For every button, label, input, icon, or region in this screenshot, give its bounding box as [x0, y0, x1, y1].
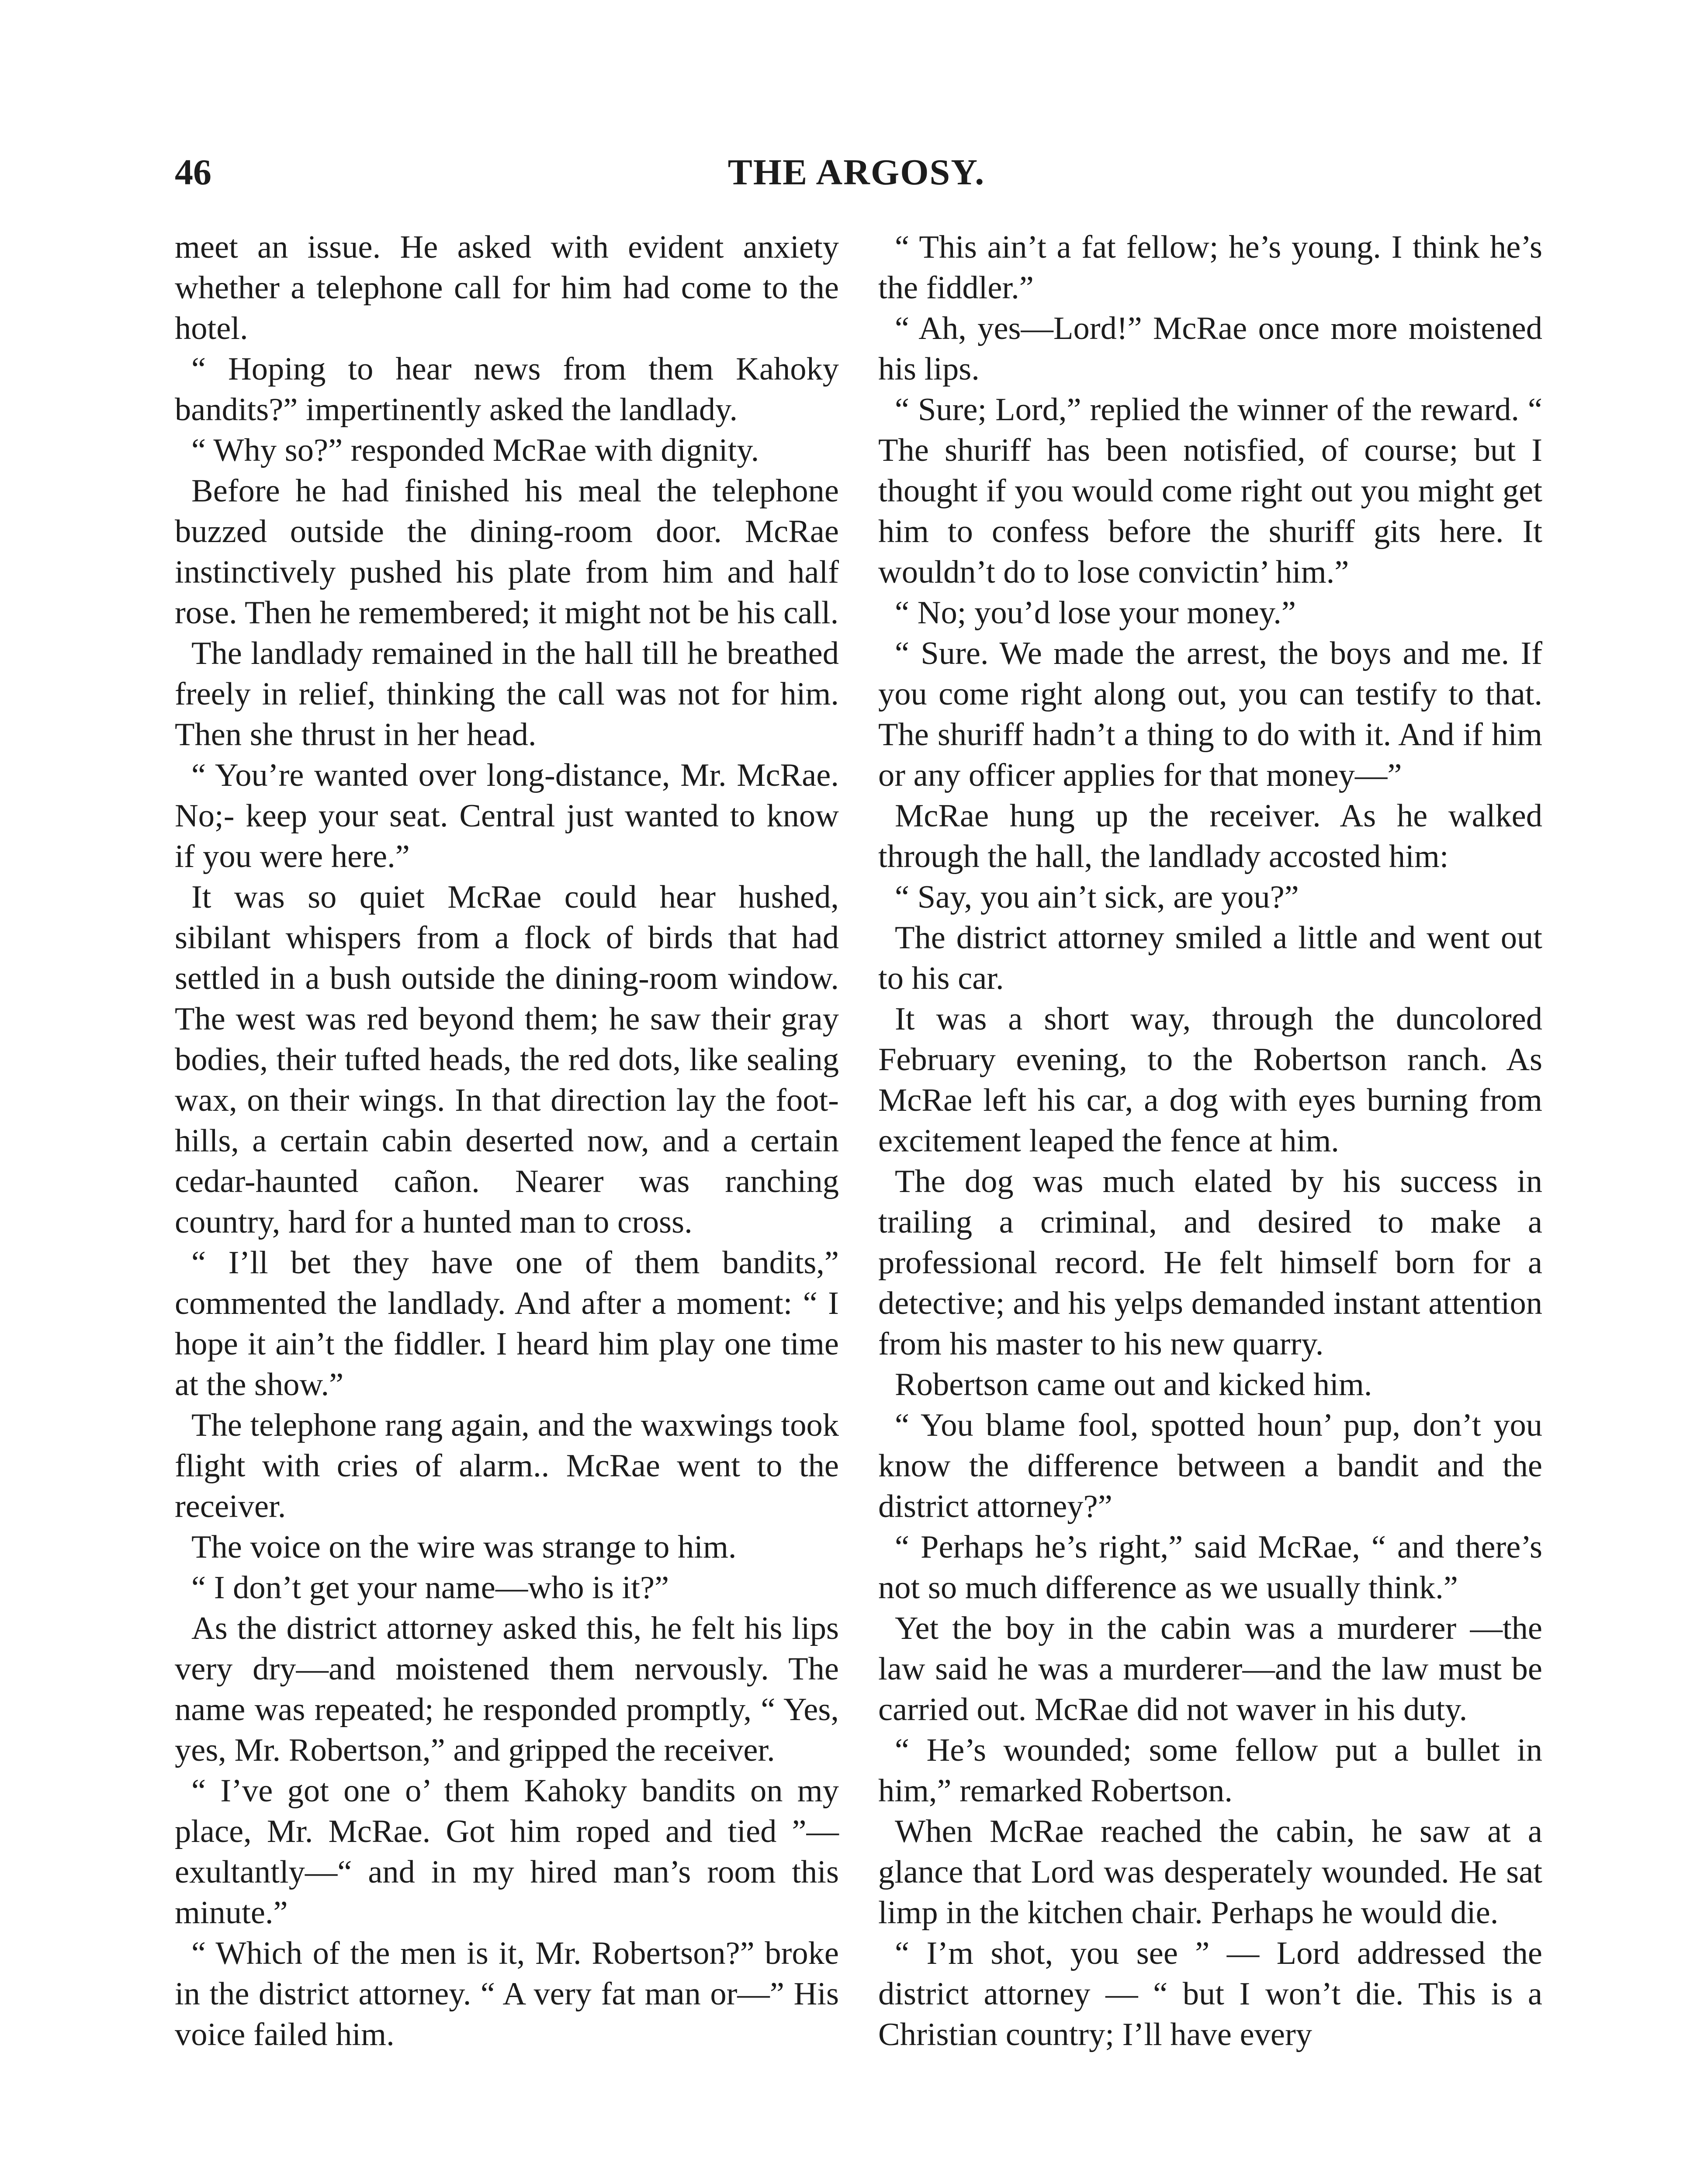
paragraph: Yet the boy in the cabin was a murderer —the law said he was a murderer—and the law must be carried out. McRae did not waver in his duty.	[878, 1610, 1542, 1728]
paragraph: It was so quiet McRae could hear hushed, sibilant whispers from a flock of birds that had settled in a bush outside the dining-room window. The west was red beyond them; he saw their gray bodies, their tufted heads, the red dots, like sealing wax, on their wings. In that direction lay the foot-hills, a certain cabin deserted now, and a certain cedar-haunted cañon. Nearer was ranching country, hard for a hunted man to cross.	[175, 879, 839, 1240]
paragraph: It was a short way, through the duncolored February evening, to the Robertson ranch. As McRae left his car, a dog with eyes burning from excitement leaped the fence at him.	[878, 1001, 1542, 1159]
paragraph: The district attorney smiled a little and went out to his car.	[878, 920, 1542, 996]
paragraph: “ Ah, yes—Lord!” McRae once more moistened his lips.	[878, 311, 1542, 387]
paragraph: “ Sure. We made the arrest, the boys and me. If you come right along out, you can testify to that. The shuriff hadn’t a thing to do with it. And if him or any officer applies for that money—”	[878, 636, 1542, 793]
paragraph: “ Sure; Lord,” replied the winner of the reward. “ The shuriff has been notisfied, of course; but I thought if you would come right out you might get him to confess before the shuriff gits here. It wouldn’t do to lose convictin’ him.”	[878, 392, 1542, 590]
paragraph: “ I don’t get your name—who is it?”	[191, 1570, 669, 1606]
page-title: THE ARGOSY.	[727, 152, 985, 193]
paragraph: “ I’ll bet they have one of them bandits,” commented the landlady. And after a moment: “ I hope it ain’t the fiddler. I heard him play one time at the show.”	[175, 1245, 839, 1403]
page-number: 46	[175, 152, 211, 193]
paragraph: “ I’ve got one o’ them Kahoky bandits on my place, Mr. McRae. Got him roped and tied ”—exultantly—“ and in my hired man’s room this minute.”	[175, 1773, 839, 1931]
paragraph: As the district attorney asked this, he felt his lips very dry—and moistened them nervously. The name was repeated; he responded promptly, “ Yes, yes, Mr. Robertson,” and gripped the receiver.	[175, 1610, 839, 1768]
paragraph: “ Perhaps he’s right,” said McRae, “ and there’s not so much difference as we usually think.”	[878, 1529, 1542, 1606]
paragraph: “ You’re wanted over long-distance, Mr. McRae. No;- keep your seat. Central just wanted to know if you were here.”	[175, 757, 839, 874]
paragraph: Before he had finished his meal the telephone buzzed outside the dining-room door. McRae instinctively pushed his plate from him and half rose. Then he remembered; it might not be his call.	[175, 473, 839, 631]
page-header	[175, 149, 1538, 197]
paragraph: “ Why so?” responded McRae with dignity.	[191, 432, 759, 468]
paragraph: “ Which of the men is it, Mr. Robertson?” broke in the district attorney. “ A very fat man or—” His voice failed him.	[175, 1935, 839, 2053]
paragraph: “ You blame fool, spotted houn’ pup, don’t you know the difference between a bandit and the district attorney?”	[878, 1407, 1542, 1524]
paragraph: Robertson came out and kicked him.	[895, 1367, 1372, 1403]
paragraph: “ Hoping to hear news from them Kahoky bandits?” impertinently asked the landlady.	[175, 351, 839, 428]
paragraph: The dog was much elated by his success in trailing a criminal, and desired to make a professional record. He felt himself born for a detective; and his yelps demanded instant attention from his master to his new quarry.	[878, 1164, 1542, 1362]
paragraph: The telephone rang again, and the waxwings took flight with cries of alarm.. McRae went to the receiver.	[175, 1407, 839, 1524]
right-column	[878, 227, 1542, 2055]
paragraph: “ No; you’d lose your money.”	[895, 595, 1296, 631]
paragraph: When McRae reached the cabin, he saw at a glance that Lord was desperately wounded. He sat limp in the kitchen chair. Perhaps he would die.	[878, 1814, 1542, 1931]
paragraph: The landlady remained in the hall till he breathed freely in relief, thinking the call was not for him. Then she thrust in her head.	[175, 636, 839, 753]
paragraph: meet an issue. He asked with evident anxiety whether a telephone call for him had come to the hotel.	[175, 229, 839, 346]
paragraph: The voice on the wire was strange to him.	[191, 1529, 737, 1565]
paragraph: “ He’s wounded; some fellow put a bullet in him,” remarked Robertson.	[878, 1732, 1542, 1809]
paragraph: “ This ain’t a fat fellow; he’s young. I think he’s the fiddler.”	[878, 229, 1542, 306]
left-column	[175, 227, 839, 2055]
paragraph: McRae hung up the receiver. As he walked through the hall, the landlady accosted him:	[878, 798, 1542, 874]
paragraph: “ Say, you ain’t sick, are you?”	[895, 879, 1299, 915]
paragraph: “ I’m shot, you see ” — Lord addressed the district attorney — “ but I won’t die. This is a Christian country; I’ll have every	[878, 1935, 1542, 2053]
